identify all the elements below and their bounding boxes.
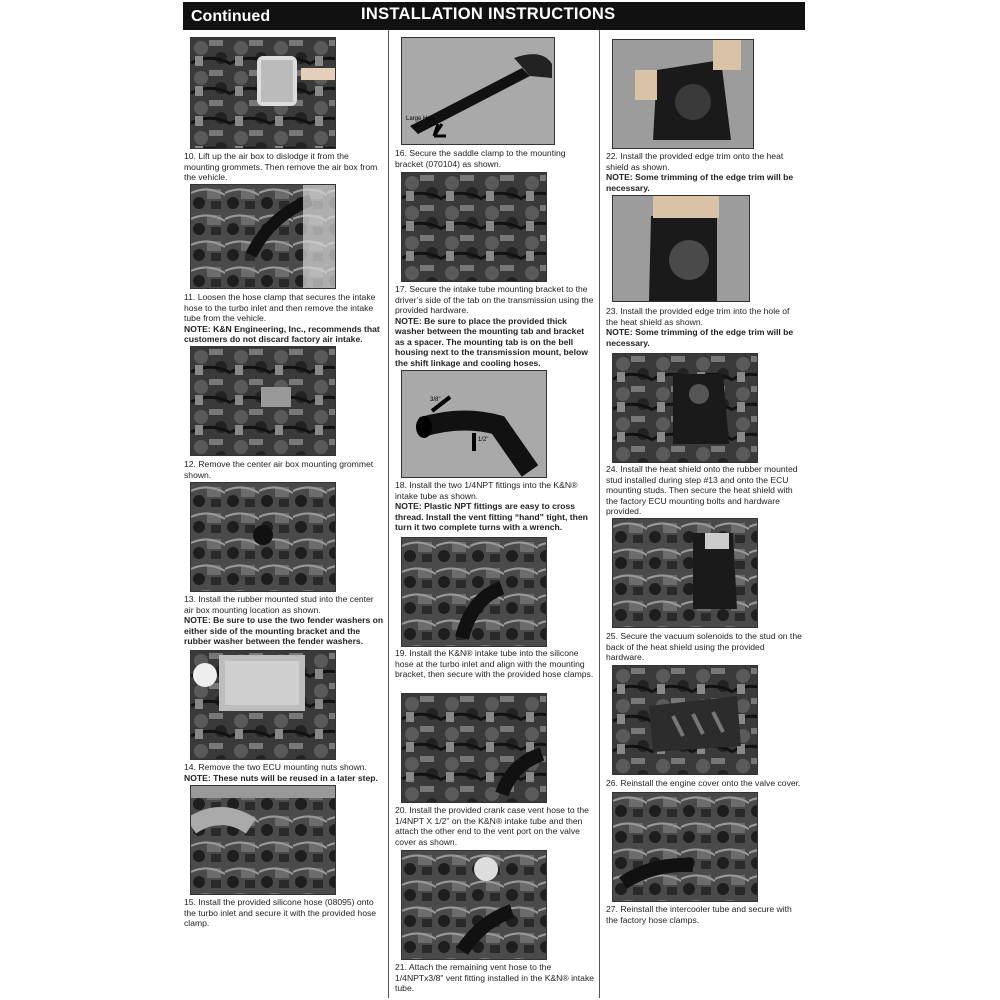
step-17-caption: 17. Secure the intake tube mounting bracket to the driver’s side of the tab on the transmission using the provided hardware. NOTE: Be sure to place the provided thick washer between the mounting tab and bracket as a spacer. The mounting tab is on the bell housing next to the transmission mount, below the shift linkage and cooling hoses.	[395, 284, 594, 368]
step-18-label-1-2: 1/2"	[478, 437, 489, 443]
step-14-photo	[190, 650, 336, 760]
step-11-photo	[190, 184, 336, 289]
step-21-photo	[401, 850, 547, 960]
step-25-caption: 25. Secure the vacuum solenoids to the stud on the back of the heat shield using the provided hardware.	[606, 631, 802, 662]
step-22-photo	[612, 39, 754, 149]
column-divider-1	[388, 30, 389, 998]
step-13-caption: 13. Install the rubber mounted stud into the center air box mounting location as shown. NOTE: Be sure to use the two fender washers on either side of the mounting bracket and the rubber washer between the fender washers.	[184, 594, 384, 646]
step-12-caption: 12. Remove the center air box mounting grommet shown.	[184, 459, 374, 480]
step-10-photo	[190, 37, 336, 149]
step-15-caption: 15. Install the provided silicone hose (08095) onto the turbo inlet and secure it with the provided hose clamp.	[184, 897, 377, 928]
step-25-photo	[612, 518, 758, 628]
step-24-photo	[612, 353, 758, 463]
step-10-caption: 10. Lift up the air box to dislodge it from the mounting grommets. Then remove the air box from the vehicle.	[184, 151, 378, 182]
step-26-photo	[612, 665, 758, 775]
step-27-photo	[612, 792, 758, 902]
step-18-label-3-8: 3/8"	[430, 397, 441, 403]
step-22-caption: 22. Install the provided edge trim onto the heat shield as shown. NOTE: Some trimming of the edge trim will be necessary.	[606, 151, 794, 193]
step-16-large-hole-label: Large Hole	[406, 116, 436, 122]
step-19-caption: 19. Install the K&N® intake tube into the silicone hose at the turbo inlet and align with the mounting bracket, then secure with the provided hose clamps.	[395, 648, 594, 679]
continued-label: Continued	[191, 8, 271, 25]
step-23-photo	[612, 195, 750, 302]
step-26-caption: 26. Reinstall the engine cover onto the valve cover.	[606, 778, 801, 788]
step-21-caption: 21. Attach the remaining vent hose to the 1/4NPTx3/8" vent fitting installed in the K&N® intake tube.	[395, 962, 595, 993]
step-16-photo	[401, 37, 555, 145]
step-14-caption: 14. Remove the two ECU mounting nuts shown. NOTE: These nuts will be reused in a later step.	[184, 762, 378, 783]
step-20-photo	[401, 693, 547, 803]
page-header	[183, 2, 805, 30]
step-23-caption: 23. Install the provided edge trim into the hole of the heat shield as shown. NOTE: Some trimming of the edge trim will be necessary.	[606, 306, 794, 348]
step-18-photo	[401, 370, 547, 478]
step-24-caption: 24. Install the heat shield onto the rubber mounted stud installed during step #13 and onto the ECU mounting studs. Then secure the heat shield with the factory ECU mounting bolts and hardware provided.	[606, 464, 798, 516]
step-15-photo	[190, 785, 336, 895]
column-divider-2	[599, 30, 600, 998]
step-27-caption: 27. Reinstall the intercooler tube and secure with the factory hose clamps.	[606, 904, 792, 925]
step-13-photo	[190, 482, 336, 592]
step-18-caption: 18. Install the two 1/4NPT fittings into the K&N® intake tube as shown. NOTE: Plastic NPT fittings are easy to cross thread. Install the vent fitting “hand” tight, then turn it two complete turns with a wrench.	[395, 480, 588, 532]
step-11-caption: 11. Loosen the hose clamp that secures the intake hose to the turbo inlet and then remove the intake tube from the vehicle. NOTE: K&N Engineering, Inc., recommends that customers do not discard factory air intake.	[184, 292, 380, 344]
step-17-photo	[401, 172, 547, 282]
step-20-caption: 20. Install the provided crank case vent hose to the 1/4NPT X 1/2" on the K&N® intake tube and then attach the other end to the vent port on the valve cover as shown.	[395, 805, 589, 847]
step-16-caption: 16. Secure the saddle clamp to the mounting bracket (070104) as shown.	[395, 148, 566, 169]
step-19-photo	[401, 537, 547, 647]
page-title: INSTALLATION INSTRUCTIONS	[361, 5, 616, 23]
step-12-photo	[190, 346, 336, 456]
